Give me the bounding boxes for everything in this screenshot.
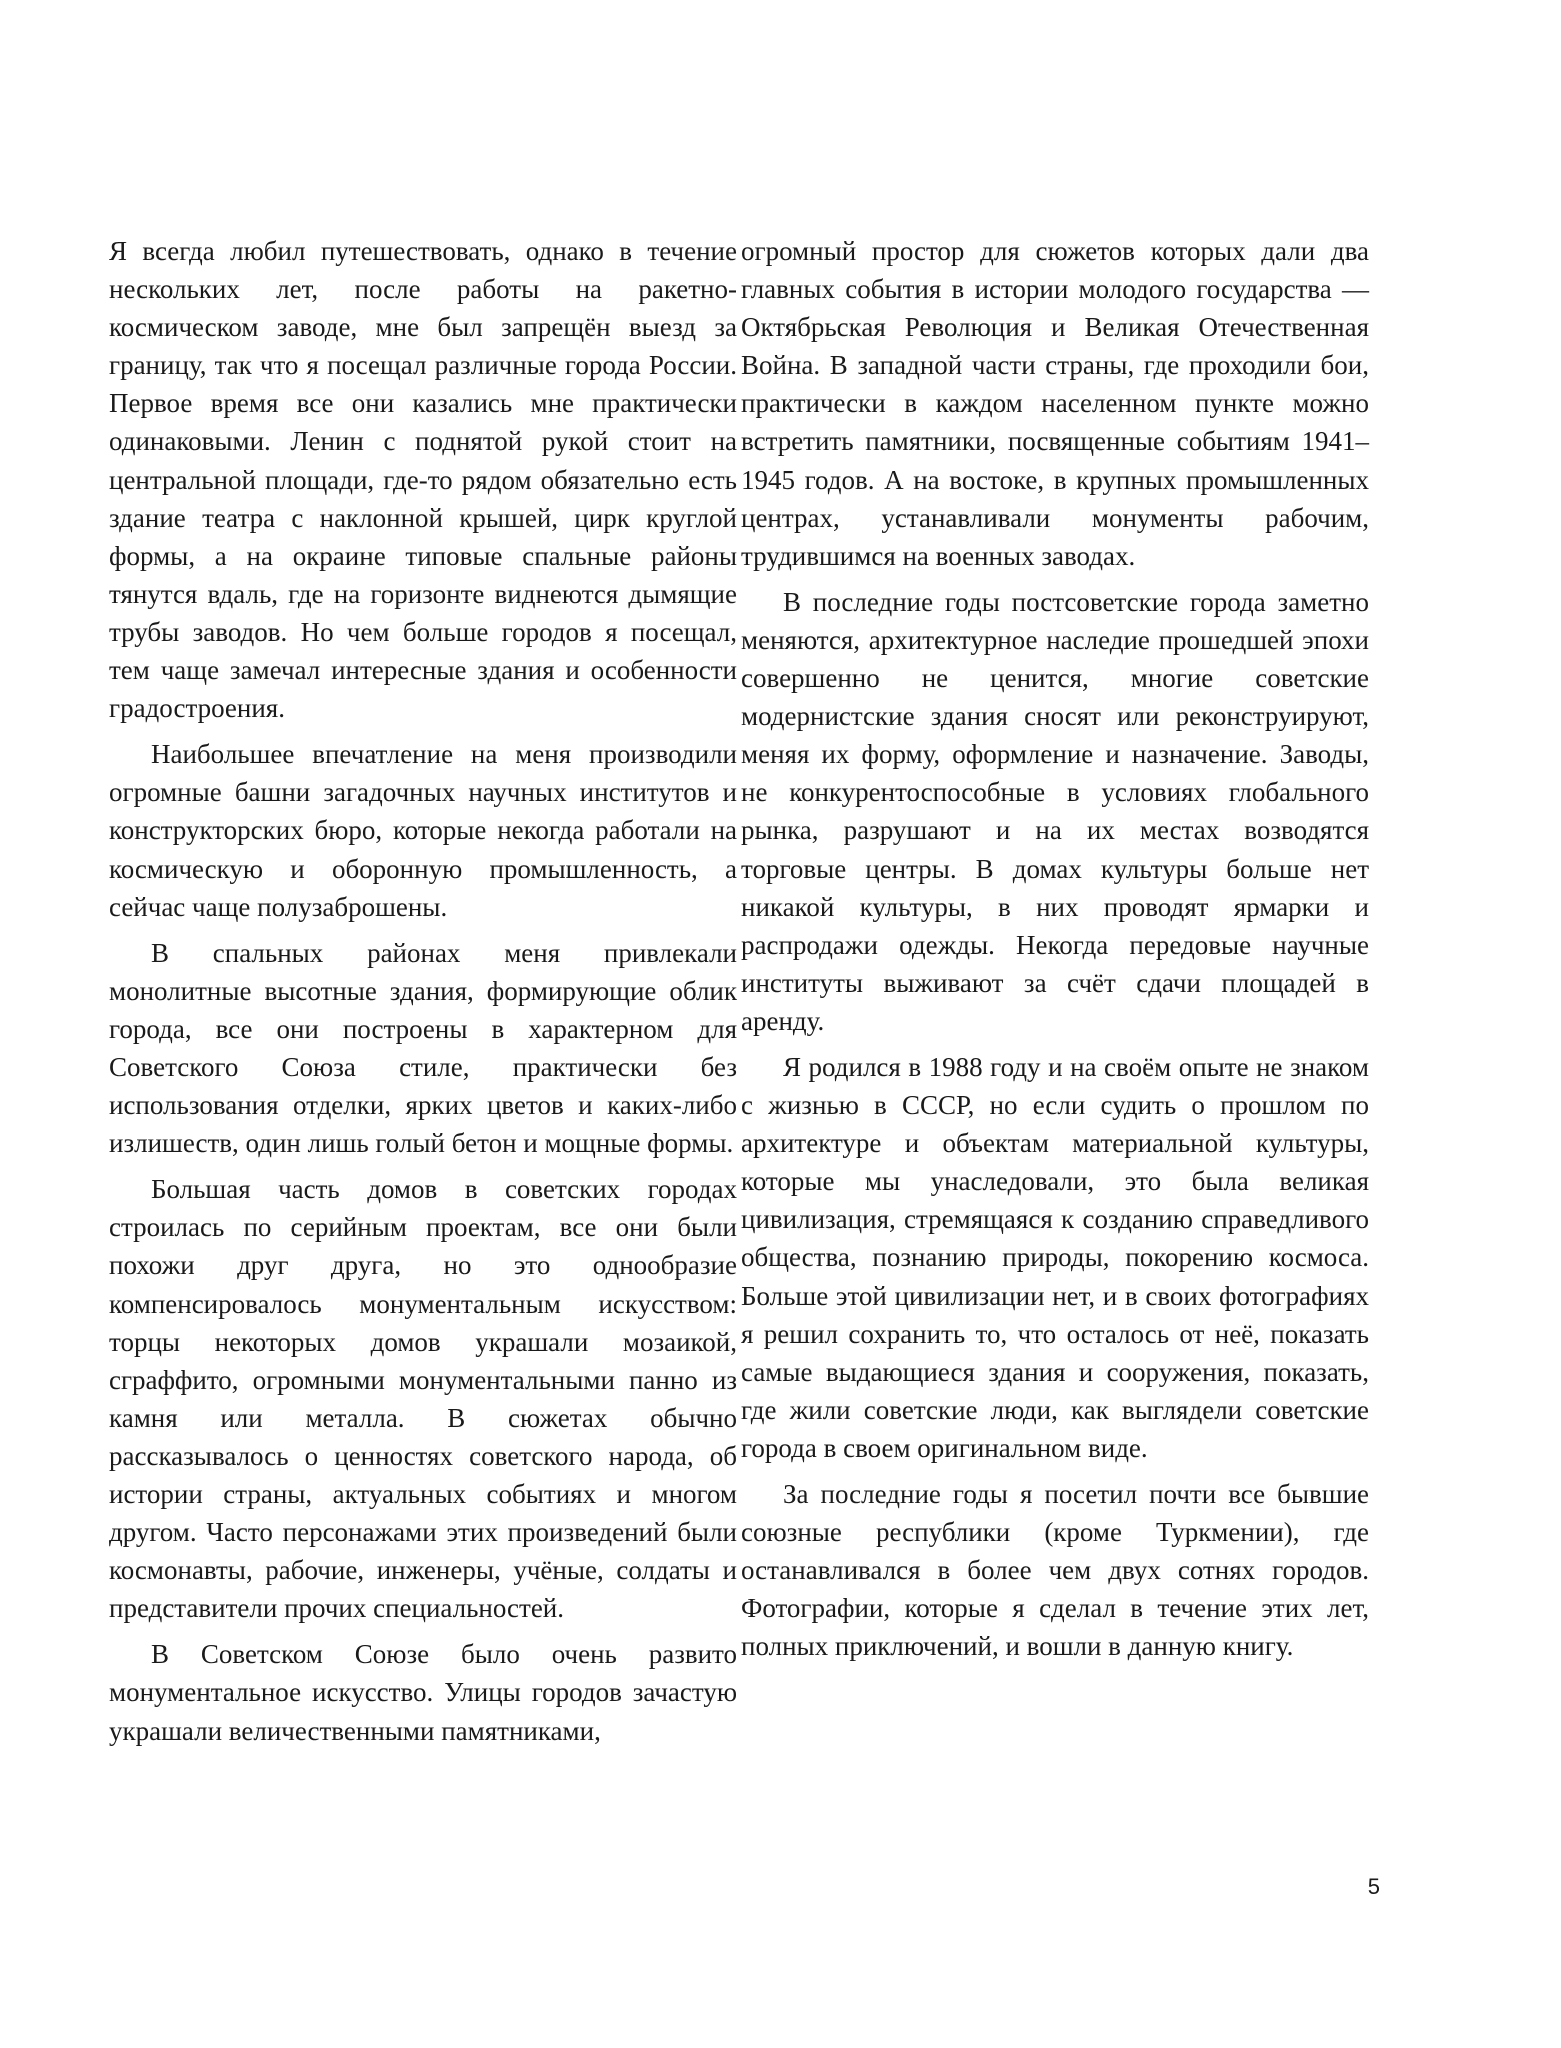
paragraph: В спальных районах меня привлекали монолитные высотные здания, формирующие облик города, все они построены в характерном для Советского Союза стиле, практически без использования отделки, ярких цветов и каких-либо излишеств, один лишь голый бетон и мощные формы. <box>109 937 737 1159</box>
paragraph: В последние годы постсоветские города заметно меняются, архитектурное наследие прошедшей эпохи совершенно не ценится, многие советские модернистские здания сносят или реконструируют, меняя их форму, оформление и назначение. Заводы, не конкурентоспособные в условиях глобального рынка, разрушают и на их местах возводятся торговые центры. В домах культуры больше нет никакой культуры, в них проводят ярмарки и распродажи одежды. Некогда передовые научные институты выживают за счёт сдачи площадей в аренду. <box>741 586 1369 1036</box>
left-text-column <box>109 232 737 1758</box>
right-text-column <box>741 232 1369 1673</box>
paragraph: В Советском Союзе было очень развито монументальное искусство. Улицы городов зачастую украшали величественными памятниками, <box>109 1639 737 1746</box>
paragraph: Я родился в 1988 году и на своём опыте не знаком с жизнью в СССР, но если судить о прошлом по архитектуре и объектам материальной культуры, которые мы унаследовали, это была великая цивилизация, стремящаяся к созданию справедливого общества, познанию природы, покорению космоса. Больше этой цивилизации нет, и в своих фотографиях я решил сохранить то, что осталось от неё, показать самые выдающиеся здания и сооружения, показать, где жили советские люди, как выглядели советские города в своем оригинальном виде. <box>741 1051 1369 1463</box>
paragraph: Наибольшее впечатление на меня производили огромные башни загадочных научных институтов и конструкторских бюро, которые некогда работали на космическую и оборонную промышленность, а сейчас чаще полузаброшены. <box>109 739 737 922</box>
paragraph: Я всегда любил путешествовать, однако в течение нескольких лет, после работы на ракетно-космическом заводе, мне был запрещён выезд за границу, так что я посещал различные города России. Первое время все они казались мне практически одинаковыми. Ленин с поднятой рукой стоит на центральной площади, где-то рядом обязательно есть здание театра с наклонной крышей, цирк круглой формы, а на окраине типовые спальные районы тянутся вдаль, где на горизонте виднеются дымящие трубы заводов. Но чем больше городов я посещал, тем чаще замечал интересные здания и особенности градостроения. <box>109 236 737 724</box>
paragraph: Большая часть домов в советских городах строилась по серийным проектам, все они были похожи друг друга, но это однообразие компенсировалось монументальным искусством: торцы некоторых домов украшали мозаикой, сграффито, огромными монументальными панно из камня или металла. В сюжетах обычно рассказывалось о ценностях советского народа, об истории страны, актуальных событиях и многом другом. Часто персонажами этих произведений были космонавты, рабочие, инженеры, учёные, солдаты и представители прочих специальностей. <box>109 1174 737 1624</box>
paragraph: огромный простор для сюжетов которых дали два главных события в истории молодого государства — Октябрьская Революция и Великая Отечественная Война. В западной части страны, где проходили бои, практически в каждом населенном пункте можно встретить памятники, посвященные событиям 1941–1945 годов. А на востоке, в крупных промышленных центрах, устанавливали монументы рабочим, трудившимся на военных заводах. <box>741 236 1369 571</box>
page-number: 5 <box>1367 1874 1380 1899</box>
paragraph: За последние годы я посетил почти все бывшие союзные республики (кроме Туркмении), где останавливался в более чем двух сотнях городов. Фотографии, которые я сделал в течение этих лет, полных приключений, и вошли в данную книгу. <box>741 1479 1369 1662</box>
